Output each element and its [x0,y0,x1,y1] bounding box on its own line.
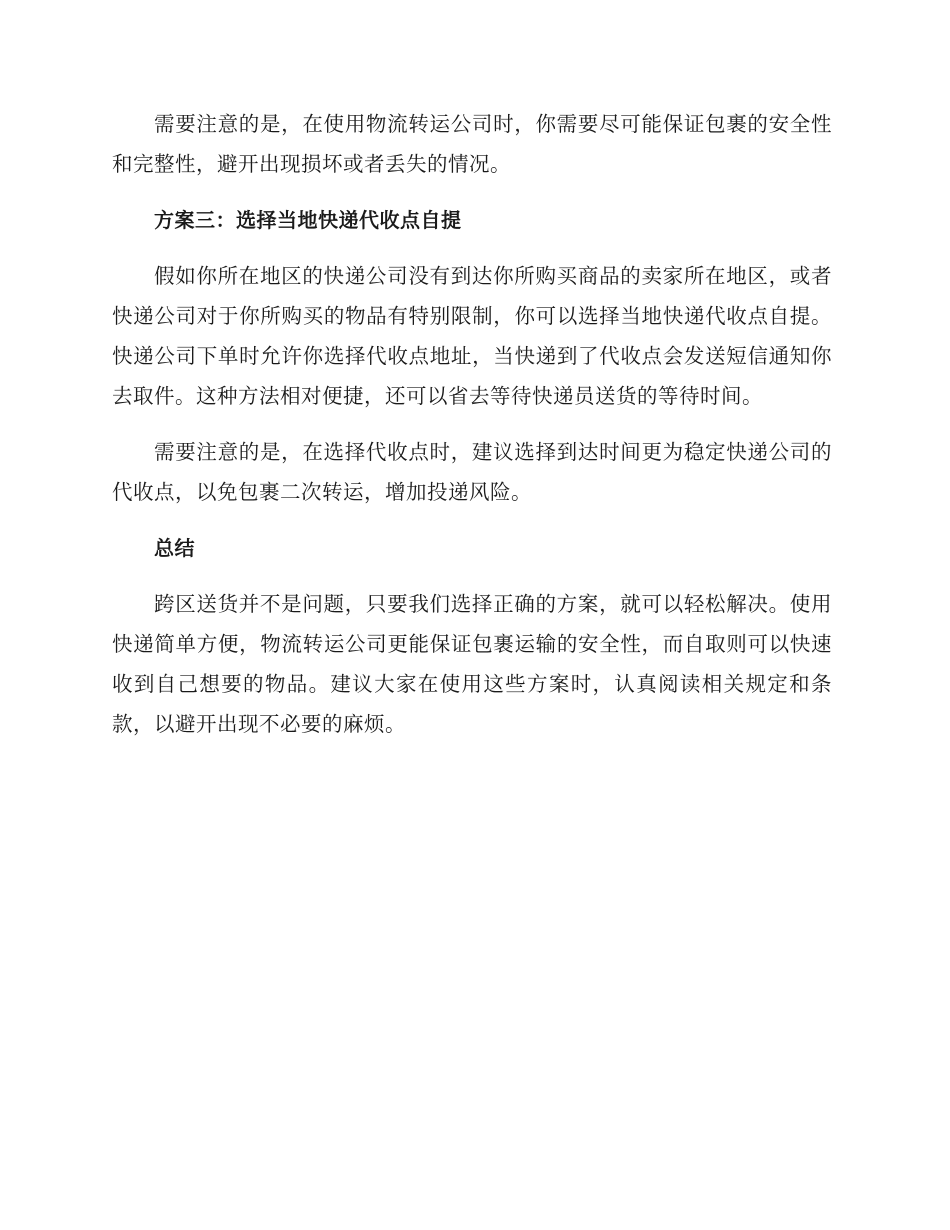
spacer [112,184,832,200]
heading-summary: 总结 [154,536,195,560]
spacer [112,416,832,432]
paragraph-note-pickup: 需要注意的是，在选择代收点时，建议选择到达时间更为稳定快递公司的代收点，以免包裹二次转运，增加投递风险。 [112,440,832,504]
spacer [112,568,832,584]
paragraph-pickup-point: 假如你所在地区的快递公司没有到达你所购买商品的卖家所在地区，或者快递公司对于你所购买的物品有特别限制，你可以选择当地快递代收点自提。快递公司下单时允许你选择代收点地址，当快递到了代收点会发送短信通知你去取件。这种方法相对便捷，还可以省去等待快递员送货的等待时间。 [112,264,832,408]
spacer [112,512,832,528]
paragraph-note-logistics: 需要注意的是，在使用物流转运公司时，你需要尽可能保证包裹的安全性和完整性，避开出现损坏或者丢失的情况。 [112,112,832,176]
document-page [112,104,832,744]
spacer [112,240,832,256]
heading-plan-three: 方案三：选择当地快递代收点自提 [154,208,462,232]
paragraph-summary: 跨区送货并不是问题，只要我们选择正确的方案，就可以轻松解决。使用快递简单方便，物流转运公司更能保证包裹运输的安全性，而自取则可以快速收到自己想要的物品。建议大家在使用这些方案时，认真阅读相关规定和条款，以避开出现不必要的麻烦。 [112,592,832,736]
